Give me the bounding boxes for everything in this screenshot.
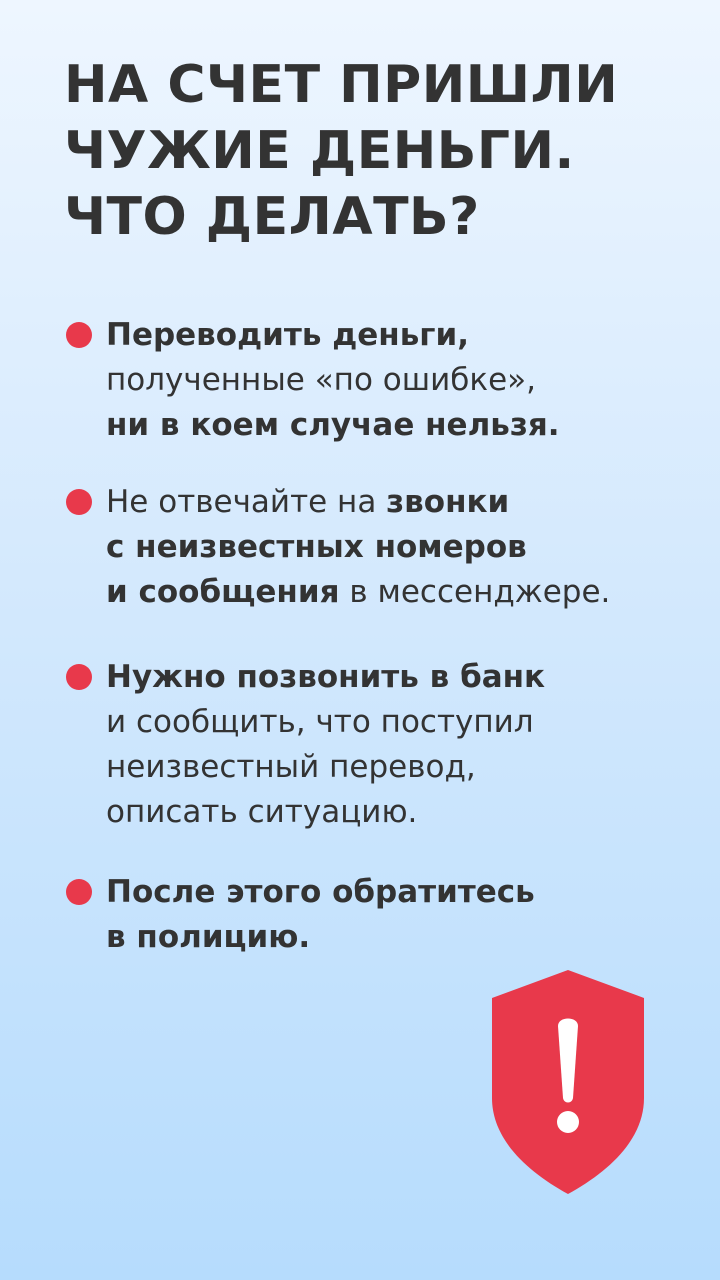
item-2-line-1-a: Не отвечайте на bbox=[106, 484, 387, 520]
item-3-line-2: и сообщить, что поступил bbox=[106, 704, 534, 740]
red-dot-icon bbox=[66, 322, 92, 348]
item-2-line-1-bold: звонки bbox=[386, 484, 510, 520]
item-1-line-1: Переводить деньги, bbox=[106, 317, 469, 353]
item-3-line-4: описать ситуацию. bbox=[106, 794, 418, 830]
shield-exclamation-icon bbox=[492, 970, 644, 1194]
item-2-line-2: с неизвестных номеров bbox=[106, 529, 527, 565]
item-2-line-3-bold: и сообщения bbox=[106, 574, 340, 610]
red-dot-icon bbox=[66, 664, 92, 690]
item-3-line-3: неизвестный перевод, bbox=[106, 749, 476, 785]
page-title bbox=[64, 52, 684, 250]
item-2-line-3-b: в мессенджере. bbox=[339, 574, 611, 610]
item-1-line-3: ни в коем случае нельзя. bbox=[106, 407, 560, 443]
list-item-text bbox=[106, 870, 686, 960]
exclamation-dot bbox=[557, 1111, 579, 1133]
red-dot-icon bbox=[66, 489, 92, 515]
red-dot-icon bbox=[66, 879, 92, 905]
title-line-2: ЧУЖИЕ ДЕНЬГИ. bbox=[64, 121, 575, 181]
list-item-text bbox=[106, 313, 686, 448]
list-item-text bbox=[106, 655, 686, 835]
item-4-line-2: в полицию. bbox=[106, 919, 311, 955]
title-line-1: НА СЧЕТ ПРИШЛИ bbox=[64, 55, 619, 115]
list-item-text bbox=[106, 480, 686, 615]
item-4-line-1: После этого обратитесь bbox=[106, 874, 535, 910]
item-3-line-1: Нужно позвонить в банк bbox=[106, 659, 546, 695]
title-line-3: ЧТО ДЕЛАТЬ? bbox=[64, 187, 480, 247]
item-1-line-2: полученные «по ошибке», bbox=[106, 362, 536, 398]
